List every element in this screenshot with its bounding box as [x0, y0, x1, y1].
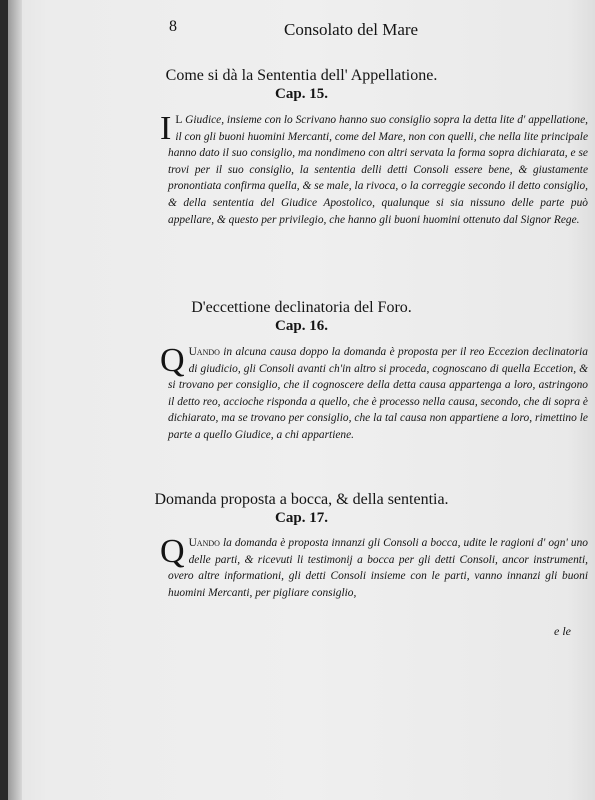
section-title: D'eccettione declinatoria del Foro. [191, 299, 412, 316]
book-page [8, 0, 595, 800]
section-title: Domanda proposta a bocca, & della sententia. [154, 491, 449, 508]
chapter-number: Cap. 17. [275, 510, 328, 526]
drop-cap-initial: Q [160, 342, 185, 379]
lead-in: Uando [188, 346, 220, 358]
chapter-number: Cap. 16. [275, 318, 328, 334]
paragraph-text: la domanda è proposta innanzi gli Consoli a bocca, udite le ragioni d' ogn' uno delle parti, & ricevuti li testimonij a bocca per gli detti Consoli, ancor instrumenti, overo altre informationi, gli detti Consoli insieme con le parti, vanno innanzi gli buoni huomini Mercanti, per pigliare consiglio, [168, 537, 588, 599]
drop-cap-initial: Q [160, 533, 185, 570]
section-body-17 [160, 533, 588, 601]
chapter-number: Cap. 15. [275, 86, 328, 102]
page-number: 8 [169, 18, 177, 35]
paragraph-text: in alcuna causa doppo la domanda è proposta per il reo Eccezion declinatoria di giudicio, gli Consoli avanti ch'in altro si proceda, cognoscano di quella Eccetion, & si trovano per consiglio, che il cognoscere della detta causa appartenga a loro, astringono il detto reo, accioche risponda a quello, che è processo nella causa, secondo, che di sopra è dichiarato, ma se trovano per consiglio, che la tal causa non appartiene a loro, rimettino le parte a quello Giudice, a chi appartiene. [168, 346, 588, 441]
book-title: Consolato del Mare [284, 20, 419, 39]
page-gutter-shadow [8, 0, 22, 800]
section-body-15 [160, 110, 588, 228]
paragraph-text: Giudice, insieme con lo Scrivano hanno suo consiglio sopra la detta lite d' appellatione, il con gli buoni huomini Mercanti, come del Mare, non con quelli, che nella lite principale hanno dato il suo consiglio, ma nondimeno con altri servata la forma sopra dichiarata, e se trovi per il suo consiglio, la sententia delli detti Consoli essere bene, & giustamente pronontiata confirma quella, & se male, la rivoca, o la correggie secondo il detto consiglio, & della sententia del Giudice Apostolico, qualunque si sia nissuno delle parte può appellare, & questo per privilegio, che hanno gli buoni huomini ottenuto dal Signor Rege. [168, 114, 588, 226]
lead-in: Uando [188, 537, 220, 549]
catchword: e le [554, 624, 571, 638]
drop-cap-initial: I [160, 110, 172, 147]
section-heading-16 [8, 298, 595, 336]
lead-in: L [175, 114, 183, 126]
running-head [8, 18, 595, 44]
section-body-16 [160, 342, 588, 444]
section-title: Come si dà la Sententia dell' Appellatione. [165, 67, 438, 84]
section-heading-17 [8, 490, 595, 528]
section-heading-15 [8, 66, 595, 104]
